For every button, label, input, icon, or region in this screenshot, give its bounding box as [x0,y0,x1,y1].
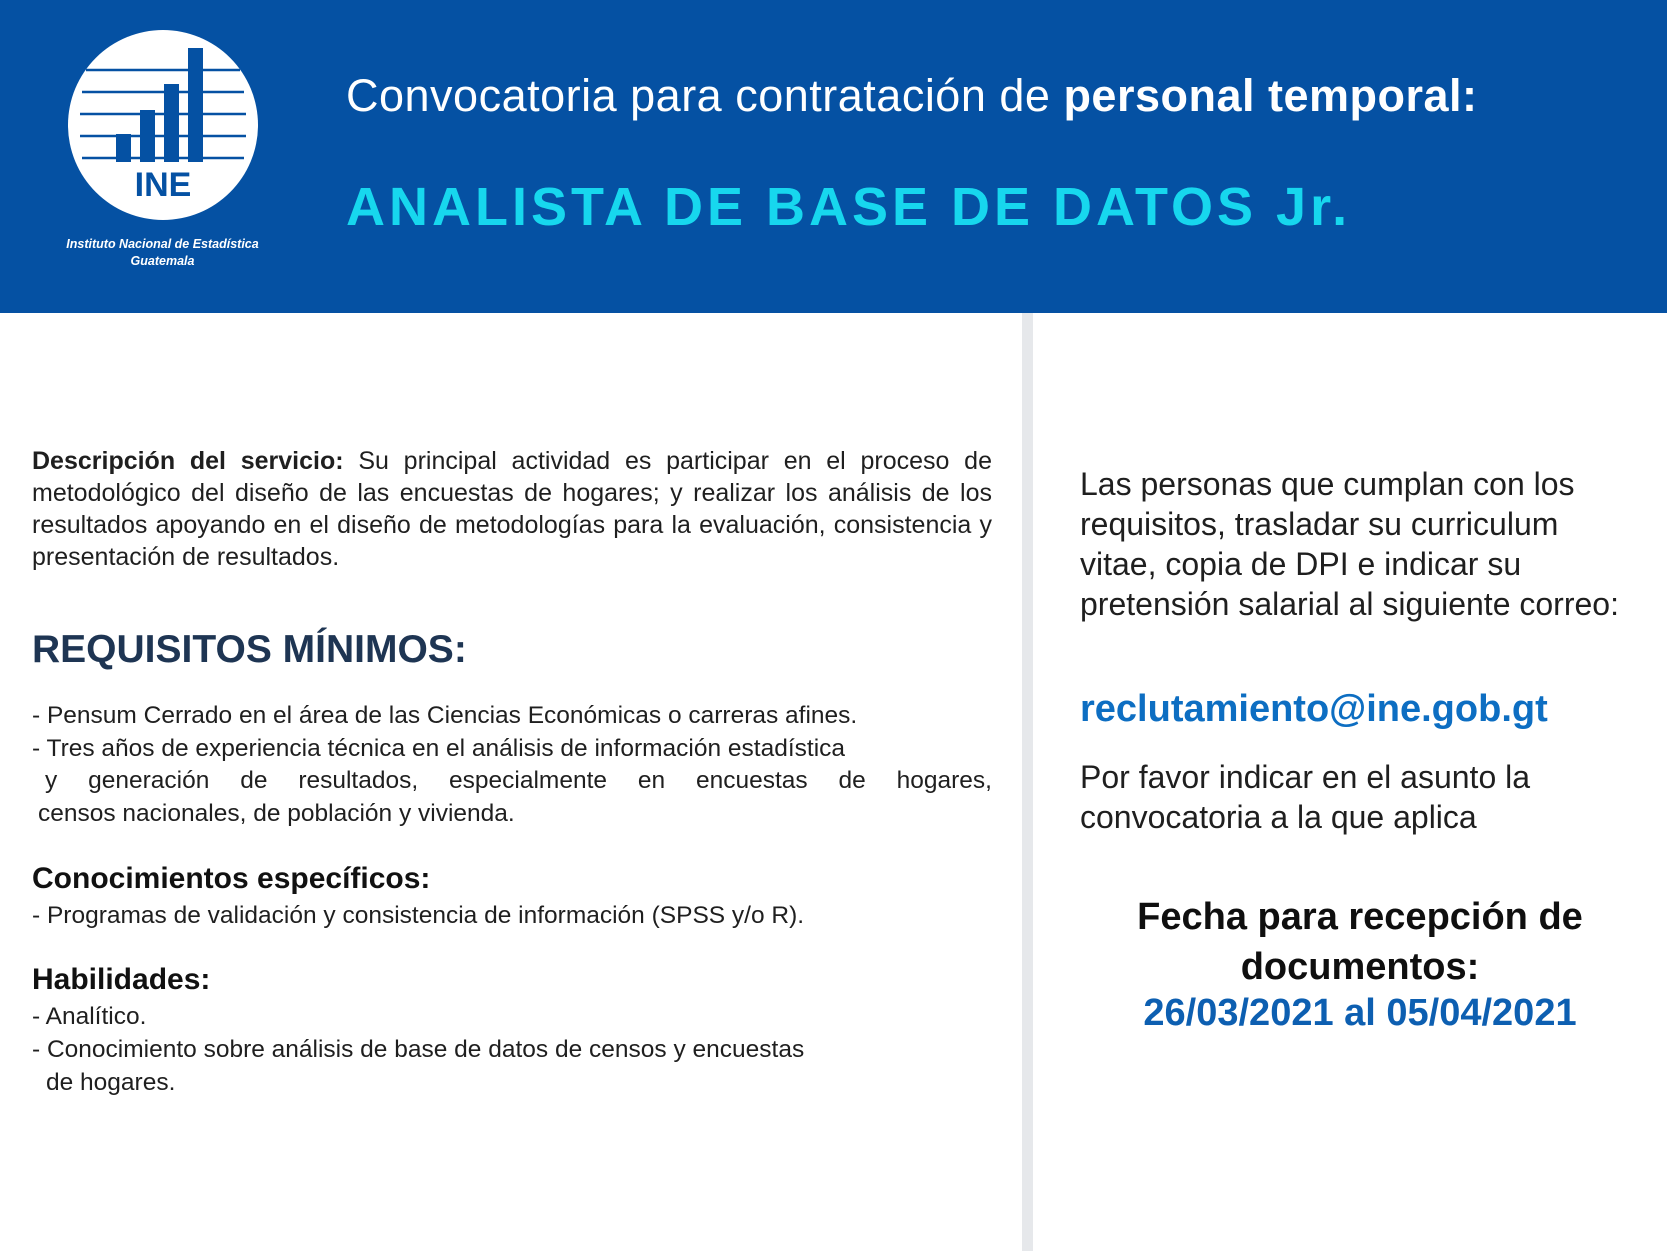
knowledge-title: Conocimientos específicos: [32,862,431,895]
bar-chart-logo-icon [68,30,258,220]
requirement-item: - Pensum Cerrado en el área de las Ciencias Económicas o carreras afines. [32,702,858,729]
requirement-item-continued: censos nacionales, de población y vivienda. [38,799,515,827]
requirements-list [32,700,992,830]
service-description-text: Su principal actividad es participar en el proceso de metodológico del diseño de las encuestas de hogares; y realizar los análisis de los resultados apoyando en el diseño de metodologías para la evaluación, consistencia y presentación de resultados. [32,447,992,571]
skill-item-continued: de hogares. [46,1069,176,1096]
reception-date-title-line2: documentos: [1240,946,1480,988]
announcement-heading-prefix: Convocatoria para contratación de [346,70,1064,121]
requirements-title: REQUISITOS MÍNIMOS: [32,628,467,671]
reception-date-title-line1: Fecha para recepción de [1137,896,1583,938]
skill-item: - Analítico. [32,1003,147,1030]
reception-date-title [1060,892,1660,992]
service-description-label: Descripción del servicio: [32,447,344,475]
requirement-item-continued: y generación de resultados, especialmente en encuestas de hogares, [45,767,992,794]
knowledge-item: - Programas de validación y consistencia de información (SPSS y/o R). [32,902,805,929]
requirement-item: - Tres años de experiencia técnica en el análisis de información estadística [32,734,846,762]
reception-date-range: 26/03/2021 al 05/04/2021 [1143,992,1577,1034]
announcement-heading [346,70,1478,122]
logo-acronym: INE [134,166,192,204]
skills-title: Habilidades: [32,963,211,996]
position-title: ANALISTA DE BASE DE DATOS Jr. [346,177,1352,237]
logo-caption-line1: Instituto Nacional de Estadística [66,237,259,251]
logo-caption [40,236,285,270]
service-description [32,445,992,573]
skill-item: - Conocimiento sobre análisis de base de datos de censos y encuestas [32,1036,805,1063]
subject-note: Por favor indicar en el asunto la convocatoria a la que aplica [1080,759,1531,835]
recruitment-email-link[interactable]: reclutamiento@ine.gob.gt [1080,688,1548,730]
column-divider [1022,313,1033,1251]
ine-logo [68,30,258,220]
header-banner [0,0,1667,313]
logo-caption-line2: Guatemala [130,254,195,268]
announcement-heading-bold: personal temporal: [1063,70,1478,121]
application-instructions: Las personas que cumplan con los requisitos, trasladar su curriculum vitae, copia de DPI e indicar su pretensión salarial al siguiente correo: [1080,466,1619,622]
